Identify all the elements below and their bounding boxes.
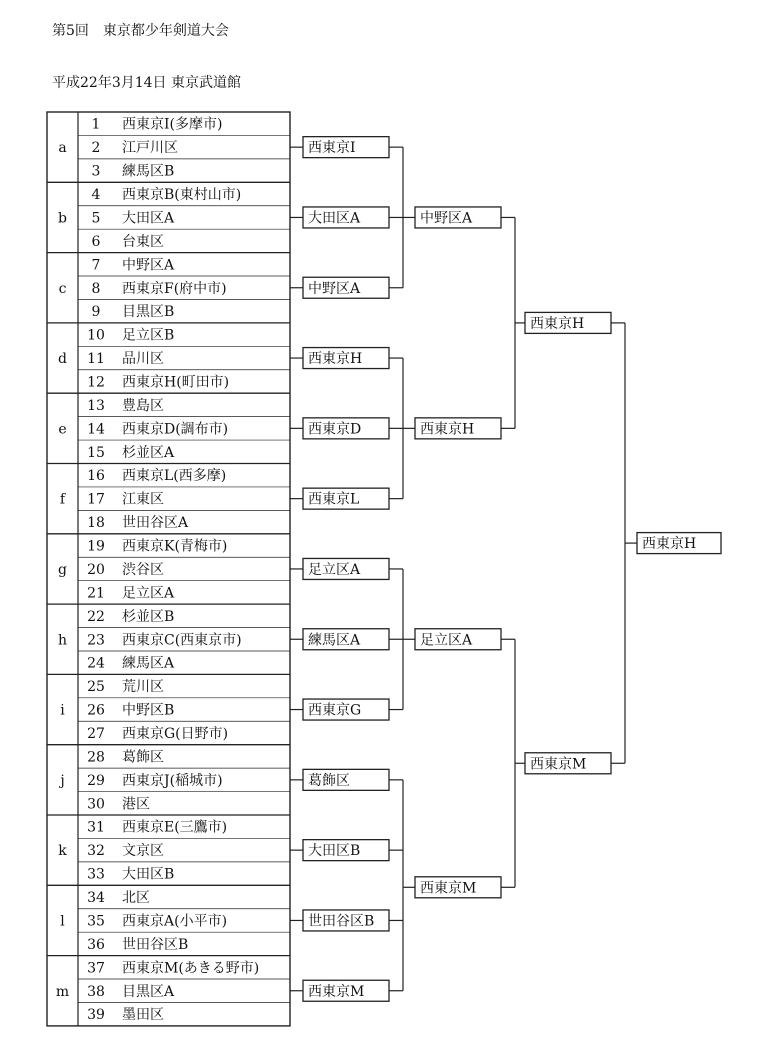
round1-winner: 大田区B <box>308 843 361 860</box>
group-label-j: j <box>60 772 65 789</box>
entry-team: 西東京B(東村山市) <box>122 187 242 204</box>
entry-team: 北区 <box>122 890 150 907</box>
entry-team: 足立区A <box>122 585 175 602</box>
entry-team: 大田区A <box>122 210 175 227</box>
entry-number: 8 <box>91 280 101 297</box>
entry-team: 文京区 <box>122 843 164 860</box>
entry-team: 足立区B <box>122 327 175 344</box>
entry-number: 3 <box>91 163 101 180</box>
round2-winner: 中野区A <box>420 210 473 227</box>
entry-number: 5 <box>91 210 101 227</box>
group-label-a: a <box>58 140 67 157</box>
entry-team: 西東京H(町田市) <box>122 374 230 391</box>
round2-winner: 西東京M <box>420 880 477 897</box>
entry-team: 港区 <box>122 796 150 813</box>
entry-number: 30 <box>87 796 105 813</box>
entry-team: 西東京M(あきる野市) <box>122 960 260 977</box>
entry-team: 西東京E(三鷹市) <box>122 819 228 836</box>
entry-number: 18 <box>87 515 105 532</box>
entry-team: 西東京K(青梅市) <box>122 538 228 555</box>
group-label-b: b <box>58 210 67 227</box>
entry-team: 葛飾区 <box>122 749 164 766</box>
entry-number: 15 <box>87 444 105 461</box>
entry-team: 荒川区 <box>122 679 164 696</box>
entry-team: 世田谷区B <box>122 936 189 953</box>
round1-winner: 西東京G <box>308 702 362 719</box>
entry-team: 中野区A <box>122 257 175 274</box>
entry-team: 大田区B <box>122 866 175 883</box>
round1-winner: 西東京H <box>308 351 363 368</box>
entry-number: 38 <box>87 983 105 1000</box>
entry-number: 25 <box>87 679 105 696</box>
entry-team: 西東京C(西東京市) <box>122 632 242 649</box>
entry-number: 28 <box>87 749 105 766</box>
entry-number: 33 <box>87 866 105 883</box>
entry-number: 24 <box>87 655 105 672</box>
entry-number: 23 <box>87 632 105 649</box>
entry-team: 西東京D(調布市) <box>122 421 229 438</box>
entry-number: 19 <box>87 538 105 555</box>
entry-team: 江戸川区 <box>122 140 178 157</box>
entry-number: 16 <box>87 468 105 485</box>
entry-number: 14 <box>87 421 105 438</box>
entry-number: 11 <box>87 351 105 368</box>
round1-winner: 西東京M <box>308 983 365 1000</box>
entry-team: 西東京J(稲城市) <box>122 772 223 789</box>
round1-winner: 世田谷区B <box>308 913 375 930</box>
entry-team: 目黒区B <box>122 304 175 321</box>
group-label-i: i <box>60 702 65 719</box>
entry-number: 22 <box>87 608 105 625</box>
round1-winner: 葛飾区 <box>308 772 350 789</box>
entry-team: 渋谷区 <box>122 561 164 578</box>
group-label-d: d <box>58 351 67 368</box>
entry-team: 練馬区A <box>122 655 175 672</box>
entry-number: 32 <box>87 843 105 860</box>
entry-number: 13 <box>87 397 105 414</box>
group-label-g: g <box>58 561 67 578</box>
entry-team: 西東京G(日野市) <box>122 725 229 742</box>
entry-team: 杉並区A <box>122 444 175 461</box>
semifinal-winner: 西東京M <box>530 756 587 773</box>
round2-winner: 足立区A <box>420 632 473 649</box>
event-date-venue: 平成22年3月14日 東京武道館 <box>52 75 241 91</box>
group-label-h: h <box>57 632 68 649</box>
entry-number: 21 <box>87 585 105 602</box>
entry-number: 7 <box>91 257 101 274</box>
entry-number: 36 <box>87 936 105 953</box>
entry-number: 34 <box>87 890 105 907</box>
semifinal-winner: 西東京H <box>530 315 585 332</box>
entry-number: 6 <box>91 233 101 250</box>
entry-number: 27 <box>87 725 105 742</box>
entry-team: 世田谷区A <box>122 515 189 532</box>
round1-winner: 西東京L <box>308 491 360 508</box>
group-label-l: l <box>60 913 65 930</box>
entry-team: 杉並区B <box>122 608 175 625</box>
entry-team: 西東京I(多摩市) <box>122 116 223 133</box>
entry-team: 品川区 <box>122 351 164 368</box>
group-label-m: m <box>55 983 70 1000</box>
entry-number: 9 <box>91 304 101 321</box>
group-label-f: f <box>59 491 66 508</box>
round2-winner: 西東京H <box>420 421 475 438</box>
entry-number: 1 <box>91 116 101 133</box>
round1-winner: 中野区A <box>308 280 361 297</box>
entry-number: 4 <box>91 187 101 204</box>
entry-team: 墨田区 <box>122 1007 164 1024</box>
entry-team: 西東京F(府中市) <box>122 280 227 297</box>
entry-team: 台東区 <box>122 233 164 250</box>
entry-team: 中野区B <box>122 702 175 719</box>
entry-number: 37 <box>87 960 105 977</box>
entry-team: 目黒区A <box>122 983 175 1000</box>
entry-team: 江東区 <box>122 491 164 508</box>
round1-winner: 西東京I <box>308 140 356 157</box>
entry-number: 35 <box>87 913 105 930</box>
entry-team: 豊島区 <box>122 397 164 414</box>
entry-number: 39 <box>87 1007 105 1024</box>
document-title: 第5回 東京都少年剣道大会 <box>52 23 229 39</box>
entry-number: 31 <box>87 819 105 836</box>
entry-team: 練馬区B <box>122 163 175 180</box>
entry-number: 26 <box>87 702 105 719</box>
group-label-c: c <box>58 280 67 297</box>
entry-number: 29 <box>87 772 105 789</box>
round1-winner: 大田区A <box>308 210 361 227</box>
entry-table-frame <box>47 112 290 1026</box>
entry-number: 17 <box>87 491 105 508</box>
entry-team: 西東京L(西多摩) <box>122 468 227 485</box>
entry-number: 10 <box>87 327 105 344</box>
round1-winner: 練馬区A <box>308 632 361 649</box>
entry-number: 2 <box>91 140 101 157</box>
entry-number: 20 <box>87 561 105 578</box>
champion: 西東京H <box>642 536 697 553</box>
group-label-e: e <box>58 421 67 438</box>
entry-team: 西東京A(小平市) <box>122 913 228 930</box>
entry-number: 12 <box>87 374 105 391</box>
round1-winner: 西東京D <box>308 421 362 438</box>
round1-winner: 足立区A <box>308 561 361 578</box>
group-label-k: k <box>58 843 67 860</box>
